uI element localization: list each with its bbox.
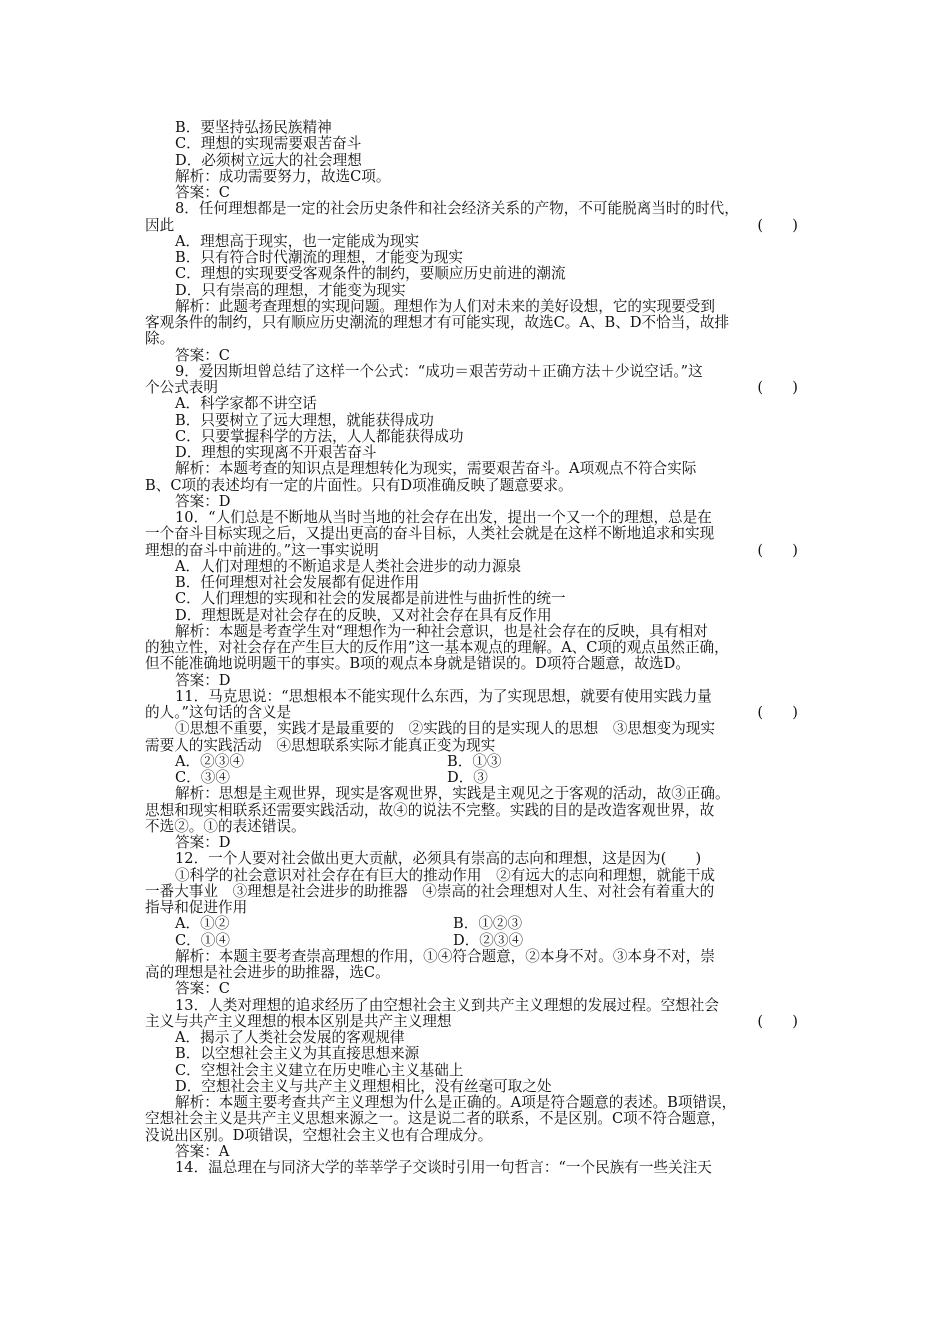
analysis-text: 解析：思想是主观世界，现实是客观世界，实践是主观见之于客观的活动，故③正确。 [175,785,730,803]
question-10-stem: 10．“人们总是不断地从当时当地的社会存在出发，提出一个又一个的理想，总是在 [175,509,712,526]
answer-text: 答案：D [175,834,231,851]
analysis-text: 解析：本题主要考查崇高理想的作用，①④符合题意，②本身不对。③本身不对，崇 [175,947,715,965]
question-13-stem-end [145,1014,810,1030]
statement-list: ①科学的社会意识对社会存在有巨大的推动作用 ②有远大的志向和理想，就能干成 [175,866,715,884]
statement-list: ①思想不重要，实践才是最重要的 ②实践的目的是实现人的思想 ③思想变为现实 [175,720,715,738]
option-a: A．揭示了人类社会发展的客观规律 [175,1029,405,1046]
option-d: D．只有崇高的理想，才能变为现实 [175,281,406,299]
option-b: B．以空想社会主义为其直接思想来源 [175,1045,420,1063]
question-text: 主义与共产主义理想的根本区别是共产主义理想 [145,1012,452,1030]
analysis-text: 的独立性，对社会存在产生巨大的反作用”这一基本观点的理解。A、C项的观点虽然正确， [145,639,729,656]
statement-list: 指导和促进作用 [145,899,248,916]
option-b: B．任何理想对社会发展都有促进作用 [175,574,420,591]
analysis-text: 解析：成功需要努力，故选C项。 [175,167,391,185]
option-c: C．人们理想的实现和社会的发展都是前进性与曲折性的统一 [175,590,566,608]
analysis-text: 空想社会主义是共产主义思想来源之一。这是说二者的联系，不是区别。C项不符合题意， [145,1110,726,1128]
answer-text: 答案：D [175,671,231,689]
option-row [145,933,810,949]
analysis-text: 不选②。①的表述错误。 [145,817,306,835]
option-a: A．人们对理想的不断追求是人类社会进步的动力源泉 [175,557,522,575]
analysis-text: 解析：本题主要考查共产主义理想为什么是正确的。A项是符合题意的表述。B项错误， [175,1094,737,1111]
question-9-stem-end [145,380,810,396]
question-9-stem: 9．爱因斯坦曾总结了这样一个公式：“成功＝艰苦劳动＋正确方法＋少说空话。”这 [175,362,703,380]
option-row [145,754,810,770]
question-text: 因此 [145,216,175,234]
analysis-text: 解析：此题考查理想的实现问题。理想作为人们对未来的美好设想，它的实现要受到 [175,297,715,315]
analysis-text: 高的理想是社会进步的助推器，选C。 [145,964,390,981]
question-13-stem: 13．人类对理想的追求经历了由空想社会主义到共产主义理想的发展过程。空想社会 [175,996,719,1014]
answer-blank: ( ) [757,541,798,559]
question-11-stem: 11．马克思说：“思想根本不能实现什么东西，为了实现思想，就要有使用实践力量 [175,687,712,705]
analysis-text: 解析：本题是考查学生对“理想作为一种社会意识，也是社会存在的反映，具有相对 [175,622,708,640]
option-b: B．①③ [447,752,502,770]
statement-list: 需要人的实践活动 ④思想联系实际才能真正变为现实 [145,736,496,754]
option-d: D．③ [447,769,488,786]
option-d: D．理想的实现离不开艰苦奋斗 [175,444,377,461]
option-b: B．要坚持弘扬民族精神 [175,119,332,136]
question-10-stem-end [145,543,810,559]
answer-text: 答案：C [175,346,230,364]
question-text: 理想的奋斗中前进的。”这一事实说明 [145,541,379,559]
answer-text: 答案：C [175,980,230,998]
answer-text: 答案：C [175,184,230,201]
option-row [145,770,810,786]
analysis-text: 思想和现实相联系还需要实践活动，故④的说法不完整。实践的目的是改造客观世界，故 [145,801,715,819]
answer-blank: ( ) [757,1012,798,1030]
answer-blank: ( ) [757,704,798,721]
answer-blank: ( ) [757,216,798,234]
option-c: C．①④ [175,931,230,949]
option-b: B．①②③ [453,915,523,933]
option-a: A．理想高于现实，也一定能成为现实 [175,232,420,250]
question-11-stem-end [145,705,810,721]
question-8-stem-end [145,218,810,234]
question-12-stem: 12．一个人要对社会做出更大贡献，必须具有崇高的志向和理想，这是因为( ) [175,850,702,868]
question-text: 一个奋斗目标实现之后，又提出更高的奋斗目标，人类社会就是在这样不断地追求和实现 [145,525,715,543]
analysis-text: 客观条件的制约，只有顺应历史潮流的理想才有可能实现，故选C。A、B、D不恰当，故排 [145,314,730,331]
analysis-text: 但不能准确地说明题干的事实。B项的观点本身就是错误的。D项符合题意，故选D。 [145,655,690,673]
answer-blank: ( ) [757,379,798,396]
option-a: A．①② [175,915,230,933]
answer-text: 答案：D [175,492,231,510]
option-c: C．③④ [175,769,230,786]
analysis-text: 除。 [145,330,175,348]
document-body [145,120,810,1176]
answer-text: 答案：A [175,1142,230,1160]
option-a: A．②③④ [175,752,244,770]
statement-list: 一番大事业 ③理想是社会进步的助推器 ④崇高的社会理想对人生、对社会有着重大的 [145,882,715,900]
analysis-text: 解析：本题考查的知识点是理想转化为现实，需要艰苦奋斗。A项观点不符合实际 [175,460,697,478]
option-d: D．理想既是对社会存在的反映，又对社会存在具有反作用 [175,606,552,624]
option-c: C．只要掌握科学的方法，人人都能获得成功 [175,427,464,445]
question-text: 的人。”这句话的含义是 [145,704,292,721]
option-a: A．科学家都不讲空话 [175,395,317,413]
option-d: D．②③④ [453,931,524,949]
question-text: 个公式表明 [145,379,218,396]
option-b: B．只要树立了远大理想，就能获得成功 [175,411,434,429]
option-b: B．只有符合时代潮流的理想，才能变为现实 [175,249,464,266]
option-d: D．空想社会主义与共产主义理想相比，没有丝毫可取之处 [175,1077,552,1095]
analysis-text: B、C项的表述均有一定的片面性。只有D项准确反映了题意要求。 [145,476,573,494]
option-row [145,916,810,932]
question-14-stem: 14．温总理在与同济大学的莘莘学子交谈时引用一句哲言：“一个民族有一些关注天 [175,1159,712,1176]
question-8-stem: 8．任何理想都是一定的社会历史条件和社会经济关系的产物，不可能脱离当时的时代， [175,200,739,218]
option-c: C．空想社会主义建立在历史唯心主义基础上 [175,1061,464,1079]
option-c: C．理想的实现要受客观条件的制约，要顺应历史前进的潮流 [175,265,566,283]
option-c: C．理想的实现需要艰苦奋斗 [175,135,362,153]
analysis-text: 没说出区别。D项错误，空想社会主义也有合理成分。 [145,1126,493,1144]
option-d: D．必须树立远大的社会理想 [175,151,362,169]
